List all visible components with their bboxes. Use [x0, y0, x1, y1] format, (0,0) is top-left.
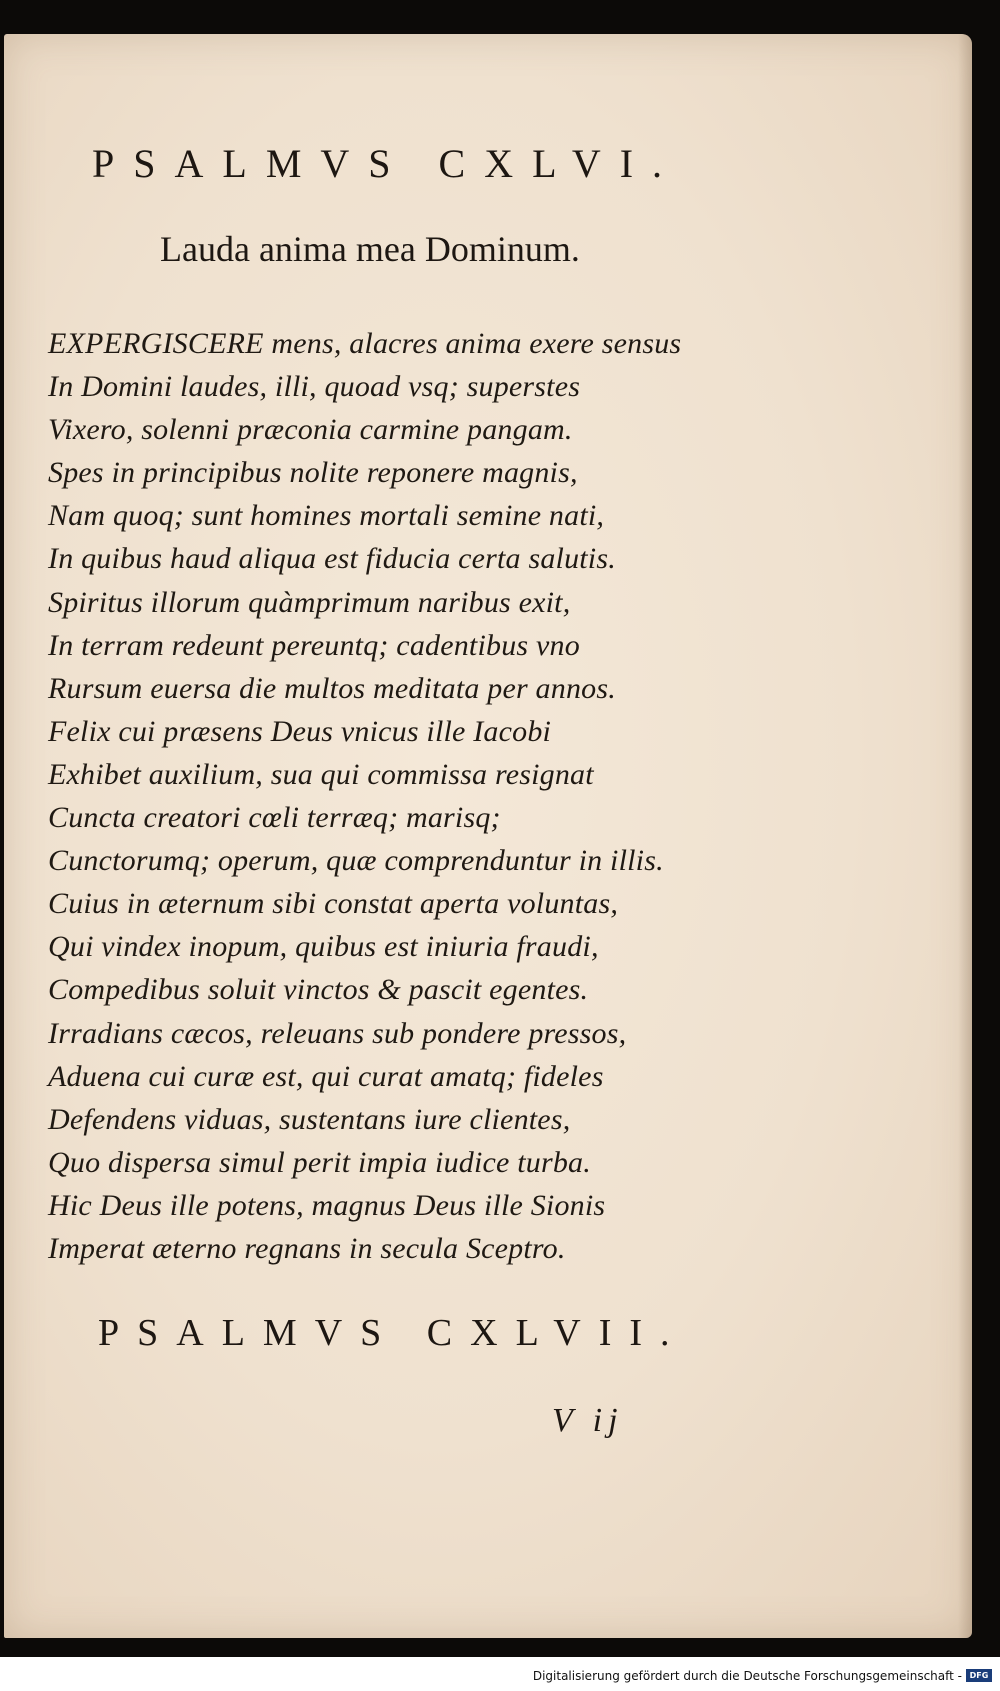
verse-line: Cunctorumq; operum, quæ comprenduntur in illis. — [48, 844, 664, 878]
verse-line: Exhibet auxilium, sua qui commissa resignat — [48, 757, 594, 791]
footer-bar — [0, 1657, 1000, 1691]
signature-mark: V ij — [552, 1402, 624, 1439]
verse-line: Defendens viduas, sustentans iure clientes, — [48, 1102, 571, 1136]
verse-line: In Domini laudes, illi, quoad vsq; superstes — [48, 370, 581, 404]
verse-block — [48, 322, 788, 1270]
verse-line: Rursum euersa die multos meditata per annos. — [48, 671, 616, 705]
verse-line: Vixero, solenni præconia carmine pangam. — [48, 413, 573, 447]
funding-credit: Digitalisierung gefördert durch die Deutsche Forschungsgemeinschaft - — [532, 1669, 962, 1683]
verse-line: Nam quoq; sunt homines mortali semine nati, — [48, 499, 605, 533]
verse-line: Spiritus illorum quàmprimum naribus exit, — [48, 585, 571, 619]
next-psalm-heading: PSALMVS CXLVII. — [98, 1312, 688, 1354]
verse-line: Cuncta creatori cœli terræq; marisq; — [48, 801, 501, 835]
verse-line: Imperat æterno regnans in secula Sceptro. — [48, 1231, 566, 1265]
page-edge — [958, 34, 972, 1638]
verse-line: Spes in principibus nolite reponere magnis, — [48, 456, 578, 490]
dfg-logo-icon: DFG — [966, 1669, 992, 1682]
verse-line: Compedibus soluit vinctos & pascit egentes. — [48, 973, 589, 1007]
verse-line: Irradians cæcos, releuans sub pondere pressos, — [48, 1016, 627, 1050]
verse-line: Cuius in æternum sibi constat aperta voluntas, — [48, 887, 619, 921]
psalm-subtitle: Lauda anima mea Dominum. — [160, 229, 580, 269]
psalm-heading: PSALMVS CXLVI. — [92, 141, 682, 186]
verse-line: Aduena cui curæ est, qui curat amatq; fideles — [48, 1059, 604, 1093]
verse-line: Hic Deus ille potens, magnus Deus ille Sionis — [48, 1188, 606, 1222]
verse-line: In terram redeunt pereuntq; cadentibus vno — [48, 628, 580, 662]
verse-line: EXPERGISCERE mens, alacres anima exere sensus — [48, 327, 682, 360]
verse-line: In quibus haud aliqua est fiducia certa salutis. — [48, 542, 616, 576]
verse-line: Qui vindex inopum, quibus est iniuria fraudi, — [48, 930, 599, 964]
verse-line: Quo dispersa simul perit impia iudice turba. — [48, 1145, 591, 1179]
verse-line: Felix cui præsens Deus vnicus ille Iacobi — [48, 714, 552, 748]
